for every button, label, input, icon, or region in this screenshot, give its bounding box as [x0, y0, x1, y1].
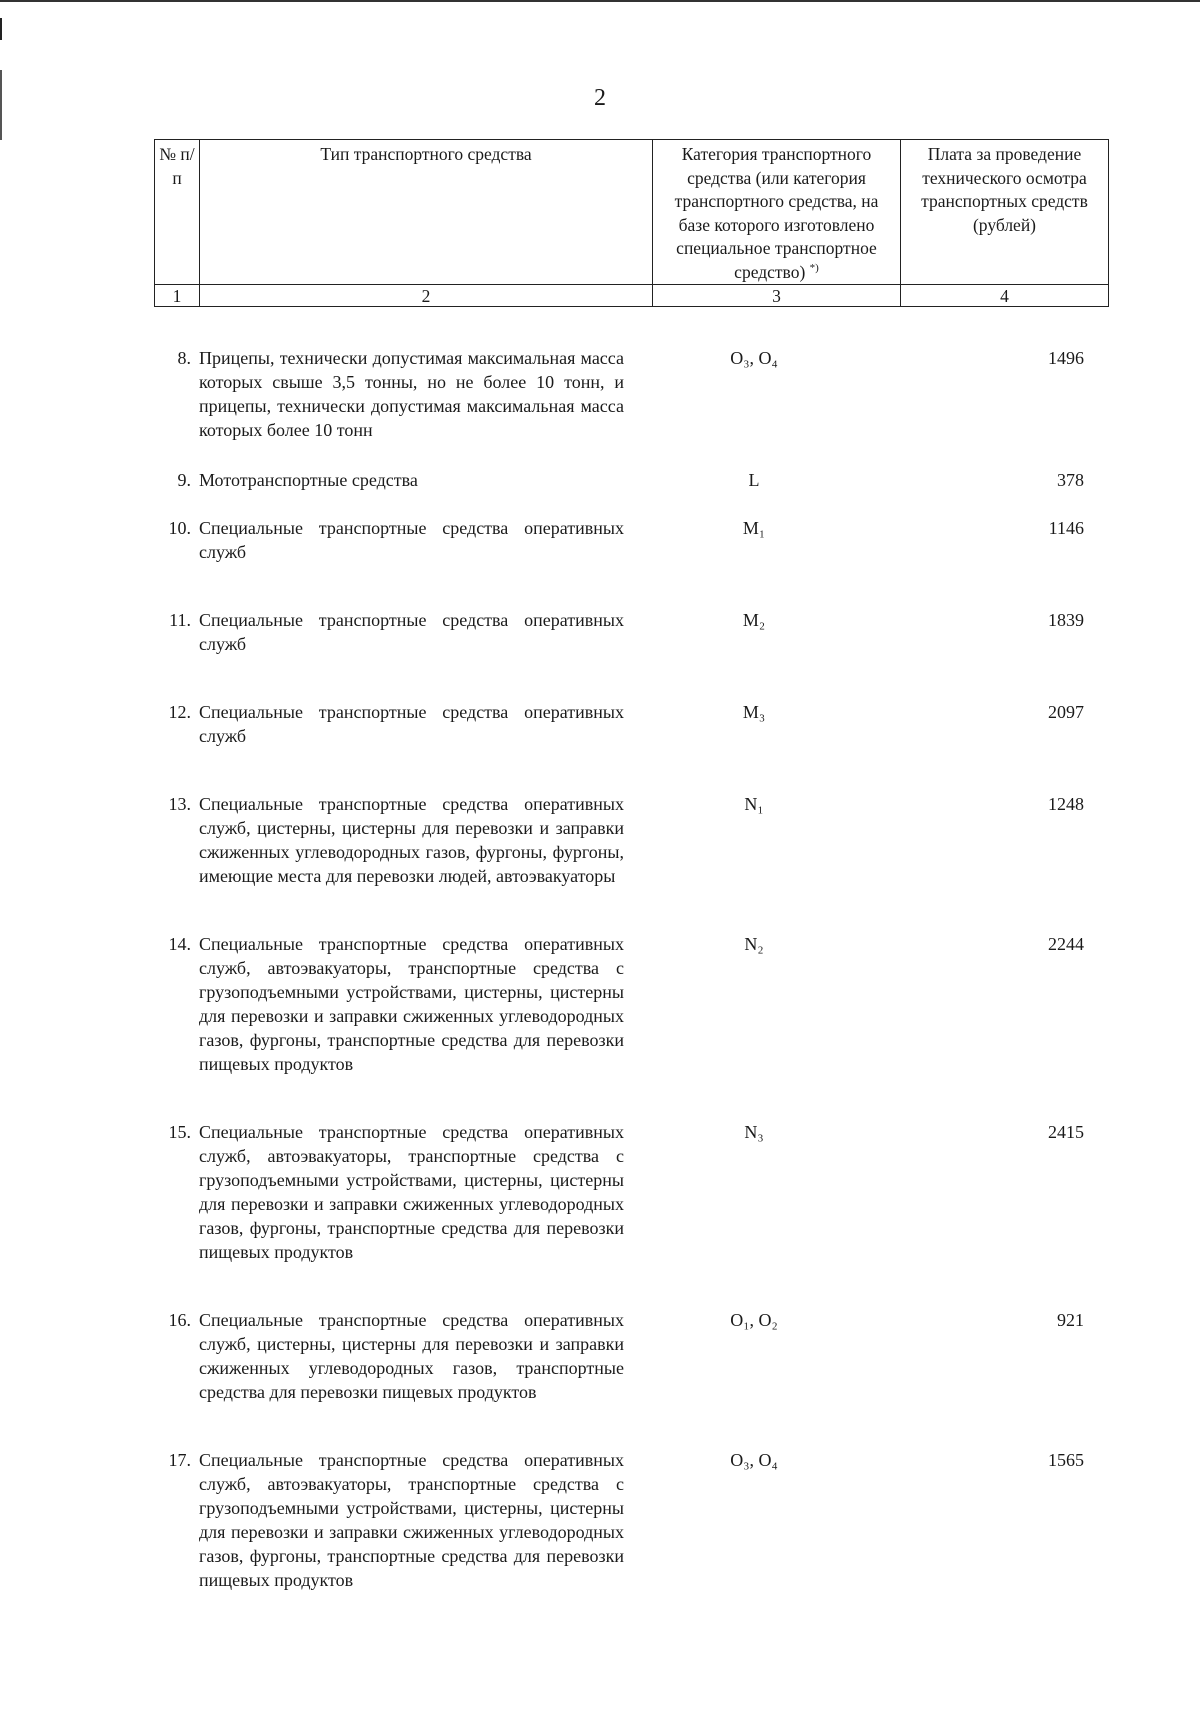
row-number: 17. — [168, 1450, 191, 1470]
row-number: 11. — [169, 610, 191, 630]
row-number: 14. — [168, 934, 191, 954]
row-category: O₁, O₂ — [730, 1310, 778, 1330]
table-row — [154, 1264, 1108, 1404]
row-type: Специальные транспортные средства оперативных служб, цистерны, цистерны для перевозки и заправки сжиженных углеводородных газов, фургоны, фургоны, имеющие места для перевозки людей, автоэвакуаторы — [199, 794, 624, 886]
header-num: № п/п — [155, 140, 200, 285]
row-fee: 1565 — [1048, 1450, 1084, 1470]
row-category: M₁ — [742, 518, 766, 538]
row-fee: 2415 — [1048, 1122, 1084, 1142]
row-fee: 2097 — [1048, 702, 1084, 722]
row-fee: 1496 — [1048, 348, 1084, 368]
row-fee: 378 — [1057, 470, 1084, 490]
column-number: 1 — [155, 285, 200, 307]
table-row — [154, 442, 1108, 492]
row-fee: 1146 — [1048, 518, 1084, 538]
row-type: Специальные транспортные средства оперативных служб, цистерны, цистерны для перевозки и заправки сжиженных углеводородных газов, транспортные средства для перевозки пищевых продуктов — [199, 1310, 624, 1402]
fee-table — [154, 318, 1108, 1592]
row-type: Прицепы, технически допустимая максимальная масса которых свыше 3,5 тонны, но не более 10 тонн, и прицепы, технически допустимая максимальная масса которых более 10 тонн — [199, 348, 624, 440]
row-fee: 1839 — [1048, 610, 1084, 630]
row-category: L — [748, 470, 760, 490]
column-number: 2 — [200, 285, 653, 307]
row-fee: 1248 — [1048, 794, 1084, 814]
row-category: O₃, O₄ — [730, 1450, 778, 1470]
row-category: M₂ — [742, 610, 766, 630]
row-type: Специальные транспортные средства оперативных служб, автоэвакуаторы, транспортные средства с грузоподъемными устройствами, цистерны, цистерны для перевозки и заправки сжиженных углеводородных газов, фургоны, транспортные средства для перевозки пищевых продуктов — [199, 934, 624, 1074]
row-number: 9. — [177, 470, 191, 490]
row-category: O₃, O₄ — [730, 348, 778, 368]
table-header — [154, 139, 1109, 307]
row-category: N₃ — [744, 1122, 764, 1142]
row-number: 12. — [168, 702, 191, 722]
row-type: Специальные транспортные средства оперативных служб — [199, 518, 624, 562]
row-fee: 921 — [1057, 1310, 1084, 1330]
table-row — [154, 888, 1108, 1076]
header-category-text: Категория транспортного средства (или категория транспортного средства, на базе которого изготовлено специальное транспортное средство) — [674, 144, 879, 282]
row-category: N₂ — [744, 934, 764, 954]
row-number: 13. — [168, 794, 191, 814]
table-row — [154, 492, 1108, 564]
row-fee: 2244 — [1048, 934, 1084, 954]
table-row — [154, 656, 1108, 748]
row-category: N₁ — [744, 794, 764, 814]
row-type: Специальные транспортные средства оперативных служб, автоэвакуаторы, транспортные средства с грузоподъемными устройствами, цистерны, цистерны для перевозки и заправки сжиженных углеводородных газов, фургоны, транспортные средства для перевозки пищевых продуктов — [199, 1450, 624, 1590]
row-number: 8. — [177, 348, 191, 368]
page-number: 2 — [594, 85, 606, 111]
header-type: Тип транспортного средства — [200, 140, 653, 285]
column-number: 3 — [653, 285, 901, 307]
table-row — [154, 1404, 1108, 1592]
table-row — [154, 1076, 1108, 1264]
header-category — [653, 140, 901, 285]
row-category: M₃ — [742, 702, 766, 722]
row-number: 10. — [168, 518, 191, 538]
table-row — [154, 564, 1108, 656]
scan-margin-mark — [0, 18, 2, 40]
row-number: 15. — [168, 1122, 191, 1142]
row-number: 16. — [168, 1310, 191, 1330]
footnote-mark: *) — [809, 261, 819, 274]
row-type: Специальные транспортные средства оперативных служб — [199, 702, 624, 746]
column-number: 4 — [901, 285, 1109, 307]
row-type: Мототранспортные средства — [199, 470, 418, 490]
table-row — [154, 318, 1108, 442]
row-type: Специальные транспортные средства оперативных служб — [199, 610, 624, 654]
row-type: Специальные транспортные средства оперативных служб, автоэвакуаторы, транспортные средства с грузоподъемными устройствами, цистерны, цистерны для перевозки и заправки сжиженных углеводородных газов, фургоны, транспортные средства для перевозки пищевых продуктов — [199, 1122, 624, 1262]
header-fee: Плата за проведение технического осмотра транспортных средств (рублей) — [901, 140, 1109, 285]
table-row — [154, 748, 1108, 888]
scan-top-edge — [0, 0, 1200, 2]
